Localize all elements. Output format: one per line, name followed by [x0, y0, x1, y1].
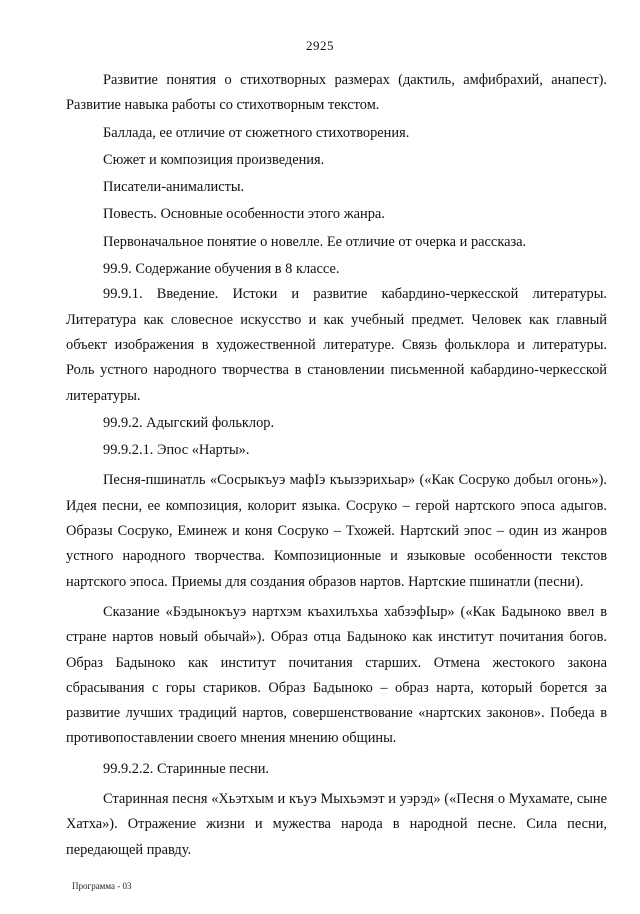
- section-heading-grade-8: 99.9. Содержание обучения в 8 классе.: [103, 261, 340, 278]
- section-heading-nart-epic: 99.9.2.1. Эпос «Нарты».: [103, 442, 250, 459]
- paragraph-novella-story: Повесть. Основные особенности этого жанра.: [103, 206, 385, 223]
- paragraph-ballad: Баллада, ее отличие от сюжетного стихотворения.: [103, 124, 410, 141]
- paragraph-mukhamat-song: Старинная песня «Хьэтхым и къуэ Мыхьэмэт и уэрэд» («Песня о Мухамате, сыне Хатха»). Отражение жизни и мужества народа в народной песне. Сила песни, передающей правду.: [66, 791, 607, 858]
- document-body: [66, 68, 607, 863]
- paragraph-introduction: 99.9.1. Введение. Истоки и развитие кабардино-черкесской литературы. Литература как словесное искусство и как учебный предмет. Человек как главный объект изображения в художественной литературе. Связь фольклора и литературы. Роль устного народного творчества в становлении письменной кабардино-черкесской литературы.: [66, 286, 607, 404]
- page-number: 2925: [306, 38, 334, 53]
- footer-program-label: Программа - 03: [72, 881, 132, 891]
- paragraph-badynoko-tale: Сказание «Бэдынокъуэ нартхэм къахилъхьа хабзэфӀыр» («Как Бадыноко ввел в стране нартов новый обычай»). Образ отца Бадыноко как институт почитания богов. Образ Бадыноко как институт почитания старших. Отмена жестокого закона сбрасывания с горы стариков. Образ Бадыноко – образ нарта, который борется за развитие лучших традиций нартов, совершенствование «нартских законов». Победа в противопоставлении своего мнения мнению общины.: [66, 603, 607, 747]
- paragraph-animal-writers: Писатели-анималисты.: [103, 179, 245, 196]
- paragraph-verse-meters: Развитие понятия о стихотворных размерах (дактиль, амфибрахий, анапест). Развитие навыка работы со стихотворным текстом.: [66, 72, 607, 114]
- section-heading-old-songs: 99.9.2.2. Старинные песни.: [103, 760, 270, 777]
- section-heading-folklore: 99.9.2. Адыгский фольклор.: [103, 414, 275, 431]
- paragraph-novella: Первоначальное понятие о новелле. Ее отличие от очерка и рассказа.: [103, 233, 527, 250]
- paragraph-sosruko-song: Песня-пшинатль «Сосрыкъуэ мафӀэ къызэрихьар» («Как Сосруко добыл огонь»). Идея песни, ее композиция, колорит языка. Сосруко – герой нартского эпоса адыгов. Образы Сосруко, Еминеж и коня Сосруко – Тхожей. Нартский эпос – один из жанров устного народного творчества. Композиционные и языковые особенности текстов нартского эпоса. Приемы для создания образов нартов. Нартские пшинатли (песни).: [66, 472, 607, 590]
- paragraph-plot-composition: Сюжет и композиция произведения.: [103, 151, 325, 168]
